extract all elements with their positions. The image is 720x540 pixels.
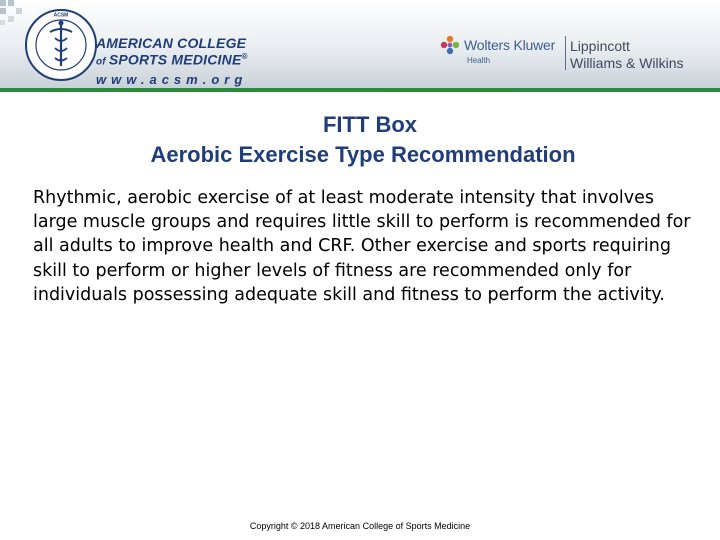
slide-subtitle: Aerobic Exercise Type Recommendation	[150, 142, 576, 167]
slide-title: FITT Box	[322, 112, 418, 137]
acsm-seal-icon	[24, 8, 98, 82]
slide-header	[0, 0, 720, 88]
publisher-division: Health	[467, 56, 491, 65]
slide-body-text: Rhythmic, aerobic exercise of at least moderate intensity that involves large muscle groups and requires little skill to perform is recommended for all adults to improve health and CRF. Other exercise and sports requiring skill to perform or higher levels of fitness are recommended only for individuals possessing adequate skill and fitness to perform the activity.	[33, 188, 691, 305]
acsm-url: www.acsm.org	[96, 71, 248, 87]
publisher-divider	[565, 36, 566, 70]
copyright-footer: Copyright © 2018 American College of Sports Medicine	[249, 521, 471, 531]
publisher-brand-line1: Lippincott	[570, 38, 630, 54]
publisher-brand-line2: Williams & Wilkins	[570, 55, 684, 71]
publisher-brand	[570, 38, 684, 72]
header-rule	[0, 88, 720, 92]
acsm-name-line2: of SPORTS MEDICINE®	[96, 51, 248, 68]
wolters-kluwer-logo-icon	[440, 35, 460, 55]
acsm-name-line1: AMERICAN COLLEGE	[96, 35, 247, 51]
svg-text:ACSM: ACSM	[53, 12, 69, 19]
publisher-name: Wolters Kluwer	[464, 37, 556, 53]
acsm-wordmark	[96, 36, 247, 87]
